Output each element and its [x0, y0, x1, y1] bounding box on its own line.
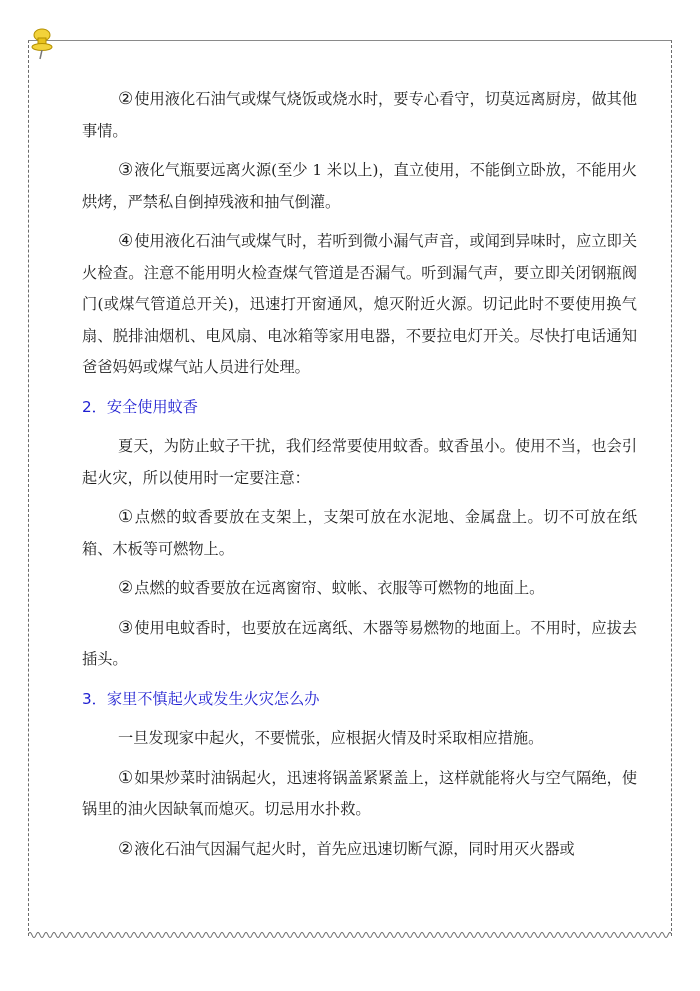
- section-heading-home-fire: 3．家里不慎起火或发生火灾怎么办: [82, 689, 320, 708]
- list-item: [82, 502, 637, 565]
- item-number: ①: [118, 767, 134, 788]
- item-number: ②: [118, 89, 134, 109]
- list-item: [82, 573, 637, 605]
- paragraph-text: 使用液化石油气或煤气烧饭或烧水时，要专心看守，切莫远离厨房，做其他事情。: [82, 90, 637, 140]
- item-number: ③: [118, 617, 134, 638]
- item-number: ②: [118, 578, 134, 598]
- list-item-text: 液化石油气因漏气起火时，首先应迅速切断气源，同时用灭火器或: [134, 839, 575, 858]
- section-heading-mosquito-coil: 2．安全使用蚊香: [82, 397, 198, 416]
- paragraph-text: 使用液化石油气或煤气时，若听到微小漏气声音，或闻到异味时，应立即关火检查。注意不能用明火检查煤气管道是否漏气。听到漏气声，要立即关闭钢瓶阀门(或煤气管道总开关)，迅速打开窗通风，熄灭附近火源。切记此时不要使用换气扇、脱排油烟机、电风扇、电冰箱等家用电器，不要拉电灯开关。尽快打电话通知爸爸妈妈或煤气站人员进行处理。: [82, 232, 637, 376]
- item-number: ③: [118, 160, 134, 180]
- paragraph: [82, 84, 637, 147]
- document-body: [82, 84, 637, 873]
- list-item-text: 使用电蚊香时，也要放在远离纸、木器等易燃物的地面上。不用时，应拔去插头。: [82, 618, 637, 668]
- paragraph-text: 液化气瓶要远离火源(至少 1 米以上)，直立使用，不能倒立卧放，不能用火烘烤，严禁私自倒掉残液和抽气倒灌。: [82, 161, 637, 211]
- item-number: ②: [118, 838, 134, 859]
- list-item-text: 点燃的蚊香要放在远离窗帘、蚊帐、衣服等可燃物的地面上。: [134, 579, 545, 597]
- item-number: ①: [118, 507, 134, 527]
- pushpin-icon: [28, 26, 56, 60]
- section-intro: 一旦发现家中起火，不要慌张，应根据火情及时采取相应措施。: [118, 729, 544, 747]
- gas-safety-list: [82, 84, 637, 384]
- paragraph: [82, 226, 637, 384]
- item-number: ④: [118, 231, 134, 251]
- list-item-text: 点燃的蚊香要放在支架上，支架可放在水泥地、金属盘上。切不可放在纸箱、木板等可燃物上。: [82, 508, 637, 558]
- list-item-text: 如果炒菜时油锅起火，迅速将锅盖紧紧盖上，这样就能将火与空气隔绝，使锅里的油火因缺氧而熄灭。切忌用水扑救。: [82, 768, 637, 818]
- list-item: [82, 763, 637, 826]
- paragraph: [82, 155, 637, 218]
- list-item: [82, 834, 637, 866]
- section-intro: 夏天，为防止蚊子干扰，我们经常要使用蚊香。蚊香虽小。使用不当，也会引起火灾，所以使用时一定要注意：: [82, 437, 637, 487]
- list-item: [82, 613, 637, 676]
- wavy-bottom-border: [28, 928, 671, 942]
